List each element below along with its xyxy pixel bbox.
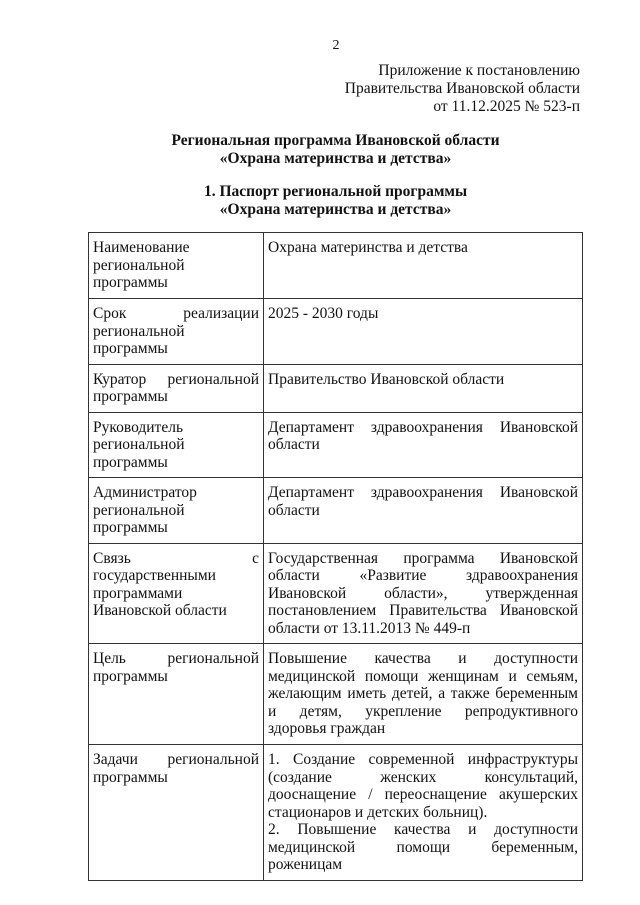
appendix-line: Правительства Ивановской области — [344, 80, 580, 97]
section-title — [88, 183, 583, 219]
row-value: Государственная программа Ивановской области «Развитие здравоохранения Ивановской области», утвержденная постановлением Правительства Ивановской области от 13.11.2013 № 449-п — [264, 543, 583, 644]
passport-table — [88, 232, 583, 881]
row-label: Администратор региональной программы — [89, 478, 264, 544]
section-title-line: 1. Паспорт региональной программы — [203, 183, 468, 200]
program-title-line: «Охрана материнства и детства» — [219, 150, 452, 167]
task-item: 2. Повышение качества и доступности медицинской помощи беременным, роженицам — [268, 821, 578, 873]
table-row — [89, 745, 583, 881]
row-label: Цель региональной программы — [89, 644, 264, 745]
appendix-line: от 11.12.2025 № 523-п — [433, 98, 580, 115]
table-row — [89, 299, 583, 365]
section-title-line: «Охрана материнства и детства» — [219, 201, 452, 218]
page-number: 2 — [332, 38, 340, 53]
row-value — [264, 745, 583, 881]
appendix-note — [345, 62, 580, 116]
appendix-line: Приложение к постановлению — [378, 62, 580, 79]
program-title — [88, 132, 583, 168]
table-row — [89, 412, 583, 478]
table-row — [89, 644, 583, 745]
table-row — [89, 478, 583, 544]
task-item: 1. Создание современной инфраструктуры (создание женских консультаций, дооснащение / переоснащение акушерских стационаров и детских больниц). — [268, 751, 578, 821]
row-value: Правительство Ивановской области — [264, 364, 583, 412]
row-value: Департамент здравоохранения Ивановской области — [264, 412, 583, 478]
row-label: Наименование региональной программы — [89, 233, 264, 299]
row-value: Повышение качества и доступности медицинской помощи женщинам и семьям, желающим иметь детей, а также беременным и детям, укрепление репродуктивного здоровья граждан — [264, 644, 583, 745]
table-row — [89, 543, 583, 644]
row-value: Охрана материнства и детства — [264, 233, 583, 299]
row-label: Задачи региональной программы — [89, 745, 264, 881]
row-label: Руководитель региональной программы — [89, 412, 264, 478]
row-label: Срок реализации региональной программы — [89, 299, 264, 365]
row-label: Куратор региональной программы — [89, 364, 264, 412]
row-value: Департамент здравоохранения Ивановской области — [264, 478, 583, 544]
program-title-line: Региональная программа Ивановской области — [171, 132, 500, 149]
table-row — [89, 233, 583, 299]
row-label: Связь с государственными программами Ивановской области — [89, 543, 264, 644]
row-value: 2025 - 2030 годы — [264, 299, 583, 365]
table-row — [89, 364, 583, 412]
